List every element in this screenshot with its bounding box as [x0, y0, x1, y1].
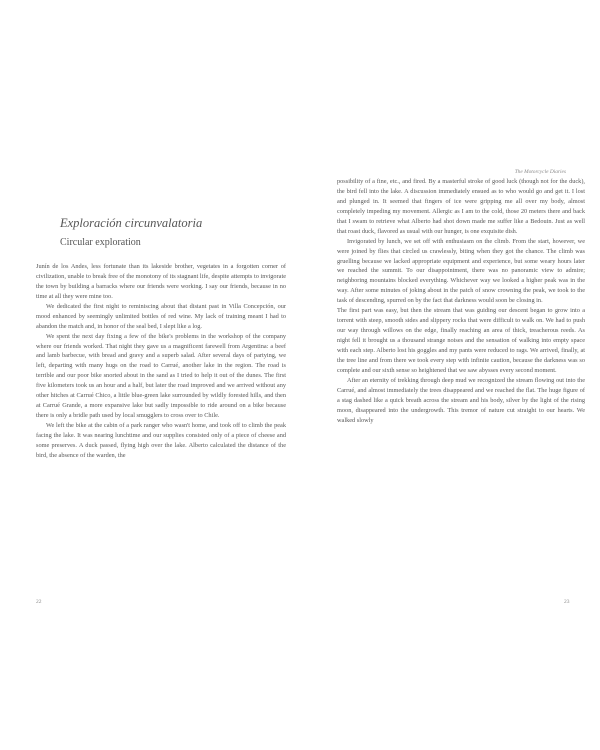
paragraph: possibility of a fine, etc., and fired. By a masterful stroke of good luck (though not for the duck), the bird fell into the lake. A discussion immediately ensued as to who would go and get it. I lost and plunged in. It seemed that fingers of ice were gripping me all over my body, almost completely impeding my movement. Allergic as I am to the cold, those 20 meters there and back that I swam to retrieve what Alberto had shot down made me suffer like a Bedouin. Just as well that roast duck, flavored as usual with our hunger, is one exquisite dish. — [337, 178, 585, 235]
running-head: The Motorcycle Diaries — [514, 169, 566, 175]
page-number: 23 — [564, 599, 570, 605]
paragraph: Junín de los Andes, less fortunate than its lakeside brother, vegetates in a forgotten corner of civilization, unable to break free of the monotony of its stagnant life, despite attempts to invigorate the town by building a barracks where our friends were working. I say our friends, because in no time at all they were mine too. — [36, 263, 286, 300]
paragraph: We left the bike at the cabin of a park ranger who wasn't home, and took off to climb the peak facing the lake. It was nearing lunchtime and our supplies consisted only of a piece of cheese and some preserves. A duck passed, flying high over the lake. Alberto calculated the distance of the bird, the absence of the warden, the — [36, 422, 286, 459]
paragraph: Invigorated by lunch, we set off with enthusiasm on the climb. From the start, however, we were joined by flies that circled us crawlessly, biting when they got the chance. The climb was gruelling because we lacked appropriate equipment and experience, but some weary hours later we reached the summit. To our disappointment, there was no panoramic view to admire; neighboring mountains blocked everything. Whichever way we looked a higher peak was in the way. After some minutes of joking about in the patch of snow crowning the peak, we took to the task of descending, spurred on by the fact that darkness would soon be closing in. — [337, 237, 585, 305]
paragraph: After an eternity of trekking through deep mud we recognized the stream flowing out into the Carrué, and almost immediately the trees disappeared and we reached the flat. The huge figure of a stag dashed like a quick breath across the stream and his body, silver by the light of the rising moon, disappeared into the undergrowth. This tremor of nature cut straight to our hearts. We walked slowly — [337, 376, 585, 424]
paragraph: We dedicated the first night to reminiscing about that distant past in Villa Concepción, our mood enhanced by seemingly unlimited bottles of red wine. My lack of training meant I had to abandon the match and, in honor of the seal bed, I slept like a log. — [36, 302, 286, 330]
page-number: 22 — [36, 599, 42, 605]
chapter-title: Exploración circunvalatoria — [60, 216, 203, 230]
left-page-body — [36, 262, 286, 461]
paragraph: We spent the next day fixing a few of the bike's problems in the workshop of the company where our friends worked. That night they gave us a magnificent farewell from Argentina: a beef and lamb barbecue, with bread and gravy and a superb salad. After several days of partying, we left, departing with many hugs on the road to Carrué, another lake in the region. The road is terrible and our poor bike snorted about in the sand as I tried to help it out of the dunes. The first five kilometers took us an hour and a half, but later the road improved and we arrived without any other hitches at Carrué Chico, a little blue-green lake surrounded by wildly forested hills, and then at Carrué Grande, a more expansive lake but sadly impossible to ride around on a bike because there is only a bridle path used by local smugglers to cross over to Chile. — [36, 332, 286, 420]
chapter-subtitle: Circular exploration — [60, 237, 141, 248]
right-page-body — [337, 177, 585, 425]
paragraph: The first part was easy, but then the stream that was guiding our descent began to grow into a torrent with steep, smooth sides and slippery rocks that were difficult to walk on. We had to push our way through willows on the edge, finally reaching an area of thick, treacherous reeds. As night fell it brought us a thousand strange noises and the sensation of walking into empty space with each step. Alberto lost his goggles and my pants were reduced to rags. We arrived, finally, at the tree line and from there we took every step with infinite caution, because the darkness was so complete and our sixth sense so heightened that we saw abysses every second moment. — [337, 307, 585, 374]
